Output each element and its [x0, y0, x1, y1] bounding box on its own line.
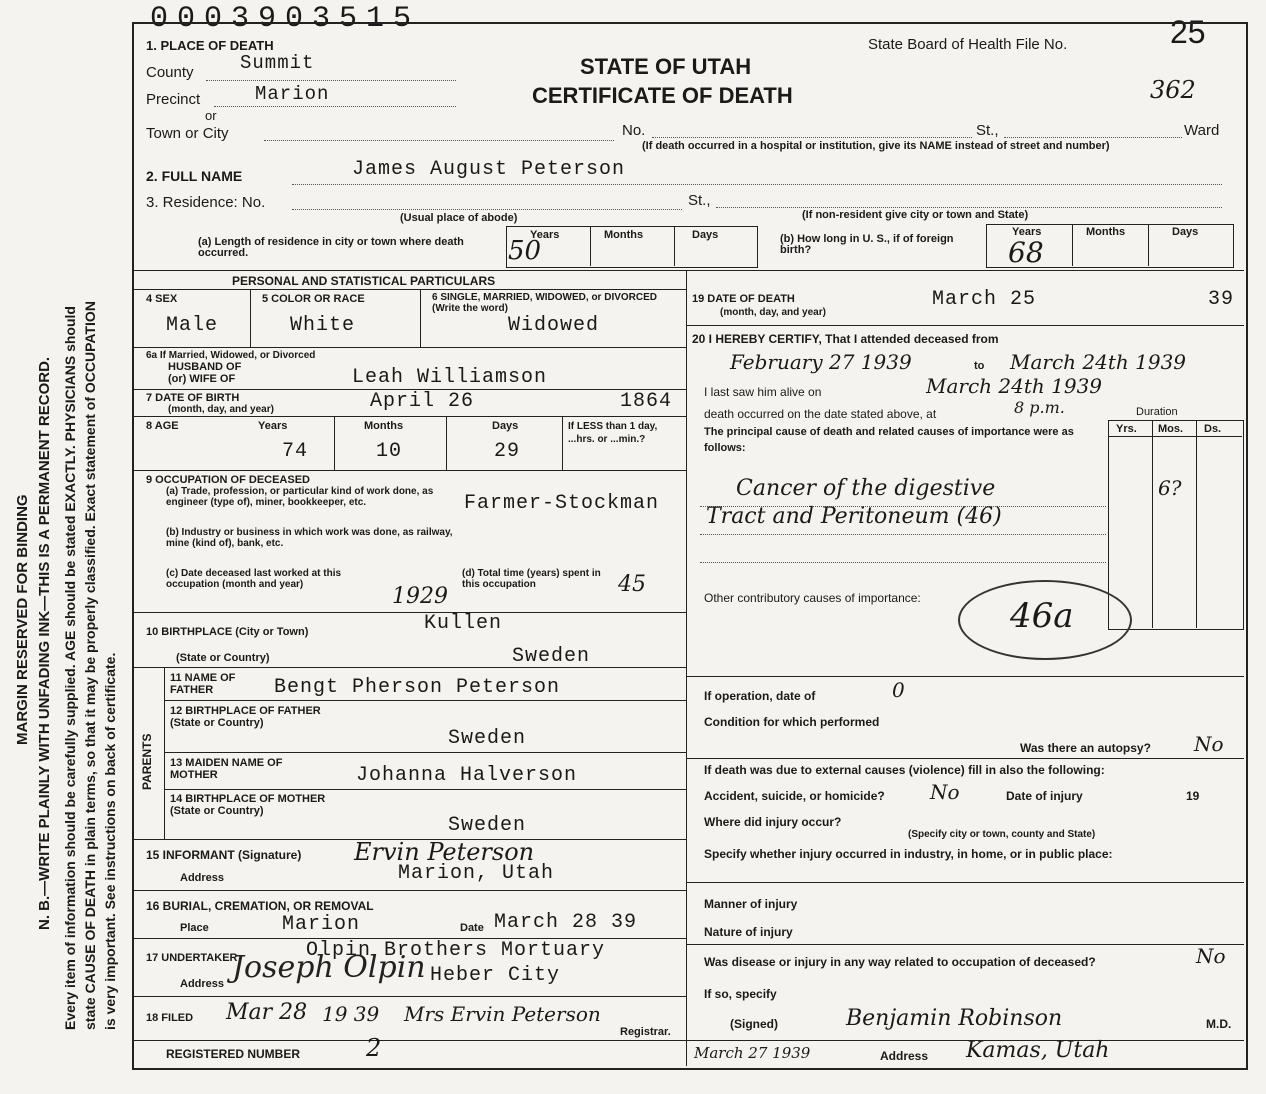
- occupation-value: Farmer-Stockman: [464, 492, 660, 515]
- occupation-c-text: (c) Date deceased last worked at this occupation (month and year): [166, 568, 342, 590]
- st-label: St.,: [976, 122, 999, 139]
- b-months-label: Months: [1086, 226, 1126, 238]
- principal-text: The principal cause of death and related causes of importance were as follows:: [704, 426, 1074, 454]
- injury-year: 19: [1186, 789, 1200, 803]
- hospital-note: (If death occurred in a hospital or institution, give its NAME instead of street and number): [642, 140, 1110, 152]
- dob-value: April 26: [370, 390, 475, 413]
- filed-date: Mar 28: [226, 1000, 308, 1025]
- autopsy-label: Was there an autopsy?: [1020, 741, 1151, 755]
- residence-label: 3. Residence: No.: [146, 194, 266, 211]
- spouse-label-3: (or) WIFE OF: [168, 373, 236, 385]
- residence-a-label: [198, 237, 488, 259]
- precinct-value: Marion: [255, 83, 330, 105]
- color-label: 5 COLOR OR RACE: [262, 293, 365, 305]
- or-label: or: [205, 108, 217, 123]
- accident-value: No: [930, 780, 960, 804]
- no-label: No.: [622, 122, 646, 139]
- age-years: 74: [282, 440, 309, 463]
- a-years-label: Years: [530, 229, 560, 241]
- occupation-c-value: 1929: [392, 584, 448, 609]
- occupation-related-value: No: [1196, 944, 1226, 968]
- duration-ds: Ds.: [1204, 423, 1222, 435]
- certify-label: 20 I HEREBY CERTIFY, That I attended deceased from: [692, 332, 999, 346]
- last-saw-label: I last saw him alive on: [704, 385, 822, 399]
- file-no-value: 25: [1170, 14, 1206, 50]
- parents-label: PARENTS: [140, 733, 154, 790]
- burial-label: 16 BURIAL, CREMATION, OR REMOVAL: [146, 899, 374, 913]
- margin-nb: N. B.—WRITE PLAINLY WITH UNFADING INK—THIS IS A PERMANENT RECORD.: [36, 356, 53, 930]
- dob-sub: (month, day, and year): [168, 404, 274, 415]
- father-label: 11 NAME OF FATHER: [170, 672, 236, 696]
- age-less-text: If LESS than 1 day, ...hrs. or ...min.?: [568, 421, 658, 445]
- occupation-a: [166, 486, 456, 508]
- death-date-sub: (month, day, and year): [720, 307, 826, 318]
- certify-from: February 27 1939: [730, 350, 912, 374]
- occupation-a-text: (a) Trade, profession, or particular kind of work done, as engineer (type of), miner, bookkeeper, etc.: [166, 486, 434, 508]
- birthplace-country: Sweden: [512, 645, 591, 668]
- cause-1: Cancer of the digestive: [736, 476, 996, 501]
- ward-label: Ward: [1184, 122, 1220, 139]
- spouse-label-1: 6a If Married, Widowed, or Divorced: [146, 350, 316, 361]
- marital-value: Widowed: [508, 314, 600, 337]
- marital-text: 6 SINGLE, MARRIED, WIDOWED, or DIVORCED (Write the word): [432, 292, 658, 314]
- signed-label: (Signed): [730, 1017, 778, 1031]
- registrar-signature: Mrs Ervin Peterson: [404, 1002, 601, 1026]
- industry-label: Specify whether injury occurred in industry, in home, or in public place:: [704, 847, 1113, 861]
- mother-value: Johanna Halverson: [356, 764, 578, 787]
- cause-2: Tract and Peritoneum (46): [706, 504, 1002, 529]
- condition-label: Condition for which performed: [704, 715, 880, 729]
- file-no-label: State Board of Health File No.: [868, 36, 1068, 53]
- b-years-label: Years: [1012, 226, 1042, 238]
- sex-label: 4 SEX: [146, 293, 178, 305]
- occupation-d: [462, 568, 612, 590]
- a-months-label: Months: [604, 229, 644, 241]
- circled-code: [958, 580, 1132, 660]
- margin-instruction-3: is very important. See instructions on back of certificate.: [102, 652, 118, 1030]
- death-date-label: 19 DATE OF DEATH: [692, 293, 795, 305]
- spouse-label-2: HUSBAND OF: [168, 361, 242, 373]
- informant-address-label: Address: [180, 872, 225, 884]
- age-less-label: [568, 420, 684, 446]
- age-days-label: Days: [492, 420, 519, 432]
- bottom-address-label: Address: [880, 1049, 929, 1063]
- burial-date-label: Date: [460, 922, 484, 934]
- age-days: 29: [494, 440, 521, 463]
- marital-label: [432, 292, 682, 314]
- father-value: Bengt Pherson Peterson: [274, 676, 561, 699]
- principal-label: [704, 424, 1104, 456]
- occurred-label: death occurred on the date stated above, at: [704, 407, 937, 421]
- injury-date-label: Date of injury: [1006, 789, 1083, 803]
- birthplace-city: Kullen: [424, 612, 503, 635]
- manner-label: Manner of injury: [704, 897, 798, 911]
- dob-year: 1864: [620, 390, 673, 413]
- residence-a-text: (a) Length of residence in city or town where death occurred.: [198, 236, 464, 259]
- sex-value: Male: [166, 314, 219, 337]
- occupation-b-text: (b) Industry or business in which work was done, as railway, mine (kind of), bank, etc.: [166, 527, 453, 549]
- birthplace-label: 10 BIRTHPLACE (City or Town): [146, 626, 309, 638]
- informant-signature: Ervin Peterson: [354, 838, 535, 866]
- age-years-label: Years: [258, 420, 288, 432]
- precinct-label: Precinct: [146, 91, 201, 108]
- margin-instruction-1: Every item of information should be carefully supplied. AGE should be stated EXACTLY. PHYSICIANS should: [62, 306, 78, 1030]
- duration-mos: Mos.: [1158, 423, 1184, 435]
- occupation-d-value: 45: [618, 572, 646, 597]
- a-years-value: 50: [508, 236, 542, 266]
- certify-to-label: to: [974, 360, 985, 372]
- external-intro: If death was due to external causes (violence) fill in also the following:: [704, 763, 1105, 777]
- certify-to: March 24th 1939: [1010, 350, 1187, 374]
- father-bp-label: 12 BIRTHPLACE OF FATHER (State or Country): [170, 705, 321, 729]
- state-title: STATE OF UTAH: [580, 54, 752, 79]
- father-bp-value: Sweden: [448, 727, 527, 750]
- occupation-c: [166, 568, 396, 590]
- color-value: White: [290, 314, 356, 337]
- spouse-value: Leah Williamson: [352, 366, 548, 389]
- cause-months: 6?: [1158, 476, 1182, 500]
- registered-label: REGISTERED NUMBER: [166, 1047, 301, 1061]
- residence-b-label: [780, 234, 980, 256]
- place-of-death-label: 1. PLACE OF DEATH: [146, 38, 274, 53]
- filed-year: 19 39: [322, 1002, 380, 1026]
- autopsy-value: No: [1194, 732, 1224, 756]
- where-label: Where did injury occur?: [704, 815, 842, 829]
- undertaker-address: Heber City: [430, 964, 561, 987]
- duration-label: Duration: [1136, 406, 1178, 418]
- operation-value: 0: [892, 678, 905, 702]
- occupation-d-text: (d) Total time (years) spent in this occupation: [462, 568, 601, 590]
- town-label: Town or City: [146, 125, 229, 142]
- undertaker-address-label: Address: [180, 978, 225, 990]
- registrar-label: Registrar.: [620, 1026, 671, 1038]
- circled-code-text: 46a: [1010, 596, 1074, 636]
- serial-number: 0003903515: [150, 2, 421, 36]
- occupation-related-label: Was disease or injury in any way related to occupation of deceased?: [704, 955, 1096, 969]
- nature-label: Nature of injury: [704, 925, 793, 939]
- duration-yrs: Yrs.: [1116, 423, 1137, 435]
- b-days-label: Days: [1172, 226, 1199, 238]
- mother-label: 13 MAIDEN NAME OF MOTHER: [170, 757, 283, 781]
- residence-st-label: St.,: [688, 192, 711, 209]
- birthplace-state-label: (State or Country): [176, 652, 270, 664]
- county-value: Summit: [240, 52, 315, 74]
- burial-place: Marion: [282, 913, 361, 936]
- accident-label: Accident, suicide, or homicide?: [704, 789, 885, 803]
- specify-label: If so, specify: [704, 987, 777, 1001]
- death-date-year: 39: [1208, 288, 1235, 311]
- undertaker-signature: Joseph Olpin: [232, 950, 426, 985]
- occupation-label: 9 OCCUPATION OF DECEASED: [146, 474, 310, 486]
- mother-bp-value: Sweden: [448, 814, 527, 837]
- file-no-extra: 362: [1150, 76, 1196, 104]
- age-months: 10: [376, 440, 403, 463]
- full-name-value: James August Peterson: [352, 158, 626, 181]
- duration-grid: [1108, 420, 1244, 630]
- informant-address: Marion, Utah: [398, 862, 555, 885]
- margin-instruction-2: state CAUSE OF DEATH in plain terms, so that it may be properly classified. Exact statement of OCCUPATION: [82, 301, 98, 1030]
- county-label: County: [146, 64, 194, 81]
- residence-b-text: (b) How long in U. S., if of foreign birth?: [780, 233, 954, 256]
- informant-label: 15 INFORMANT (Signature): [146, 848, 302, 862]
- bottom-date: March 27 1939: [694, 1044, 811, 1062]
- nonres-note: (If non-resident give city or town and State): [802, 209, 1029, 221]
- burial-date: March 28 39: [494, 911, 638, 934]
- bottom-address: Kamas, Utah: [966, 1038, 1110, 1063]
- last-saw-value: March 24th 1939: [926, 374, 1103, 398]
- certificate-title: CERTIFICATE OF DEATH: [532, 83, 793, 108]
- personal-header: PERSONAL AND STATISTICAL PARTICULARS: [232, 274, 496, 288]
- dob-label: 7 DATE OF BIRTH: [146, 392, 240, 404]
- mother-bp-label: 14 BIRTHPLACE OF MOTHER (State or Country): [170, 793, 326, 817]
- physician-signature: Benjamin Robinson: [846, 1006, 1063, 1031]
- full-name-label: 2. FULL NAME: [146, 168, 243, 184]
- abode-note: (Usual place of abode): [400, 212, 518, 224]
- filed-label: 18 FILED: [146, 1012, 194, 1024]
- margin-binding: MARGIN RESERVED FOR BINDING: [14, 494, 31, 745]
- undertaker-value: Olpin Brothers Mortuary: [306, 939, 606, 962]
- occurred-time: 8 p.m.: [1014, 398, 1065, 417]
- b-years-value: 68: [1008, 236, 1044, 269]
- a-days-label: Days: [692, 229, 719, 241]
- age-months-label: Months: [364, 420, 404, 432]
- where-note: (Specify city or town, county and State): [908, 829, 1096, 840]
- md-label: M.D.: [1206, 1017, 1232, 1031]
- age-label: 8 AGE: [146, 420, 179, 432]
- undertaker-label: 17 UNDERTAKER: [146, 952, 238, 964]
- operation-label: If operation, date of: [704, 689, 816, 703]
- burial-place-label: Place: [180, 922, 209, 934]
- other-causes-label: Other contributory causes of importance:: [704, 591, 921, 605]
- death-date-value: March 25: [932, 288, 1037, 311]
- registered-value: 2: [366, 1034, 382, 1062]
- occupation-b: [166, 527, 456, 549]
